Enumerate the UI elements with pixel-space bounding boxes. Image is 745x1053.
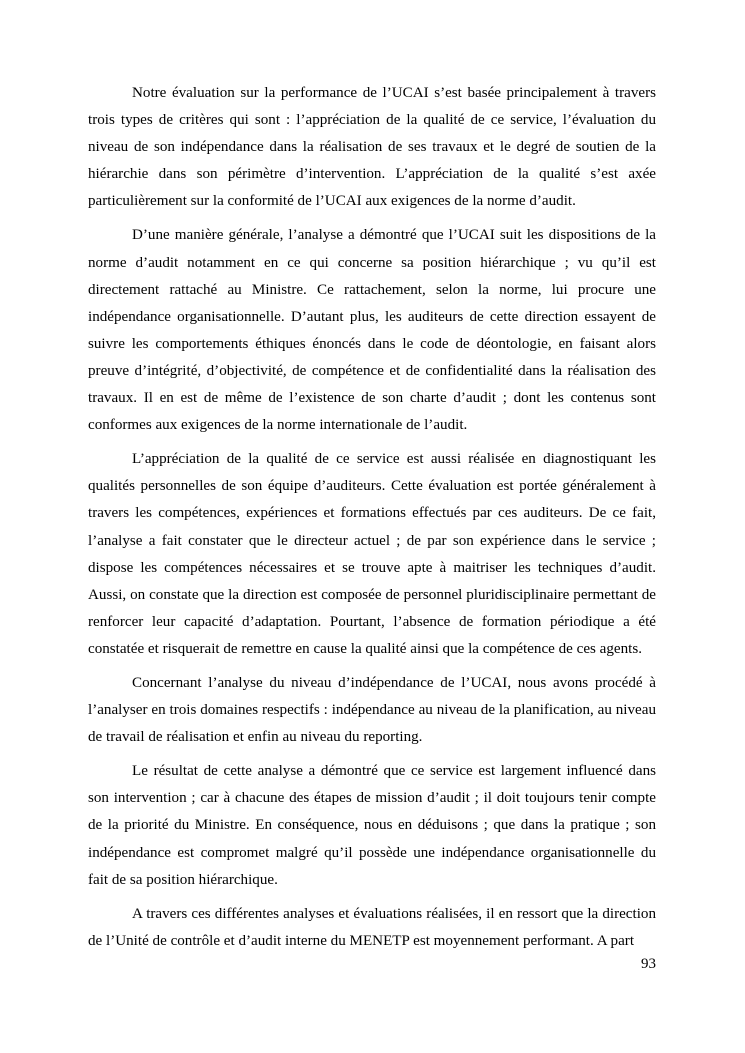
paragraph-2: D’une manière générale, l’analyse a démontré que l’UCAI suit les dispositions de la norme d’audit notamment en ce qui concerne sa position hiérarchique ; vu qu’il est directement rattaché au Ministre. Ce rattachement, selon la norme, lui procure une indépendance organisationnelle. D’autant plus, les auditeurs de cette direction essayent de suivre les comportements éthiques énoncés dans le code de déontologie, en faisant alors preuve d’intégrité, d’objectivité, de compétence et de confidentialité dans la réalisation des travaux. Il en est de même de l’existence de son charte d’audit ; dont les contenus sont conformes aux exigences de la norme internationale de l’audit. [88,227,656,434]
page-number: 93 [641,956,656,972]
paragraph-3: L’appréciation de la qualité de ce service est aussi réalisée en diagnostiquant les qualités personnelles de son équipe d’auditeurs. Cette évaluation est portée généralement à travers les compétences, expériences et formations effectués par ces auditeurs. De ce fait, l’analyse a fait constater que le directeur actuel ; de par son expérience dans le service ; dispose les compétences nécessaires et se trouve apte à maitriser les techniques d’audit. Aussi, on constate que la direction est composée de personnel pluridisciplinaire permettant de renforcer leur capacité d’adaptation. Pourtant, l’absence de formation périodique a été constatée et risquerait de remettre en cause la qualité ainsi que la compétence de ces agents. [88,451,656,657]
paragraph-1: Notre évaluation sur la performance de l’UCAI s’est basée principalement à travers trois types de critères qui sont : l’appréciation de la qualité de ce service, l’évaluation du niveau de son indépendance dans la réalisation de ses travaux et le degré de soutien de la hiérarchie dans son périmètre d’intervention. L’appréciation de la qualité s’est axée particulièrement sur la conformité de l’UCAI aux exigences de la norme d’audit. [88,85,656,210]
paragraph-4: Concernant l’analyse du niveau d’indépendance de l’UCAI, nous avons procédé à l’analyser en trois domaines respectifs : indépendance au niveau de la planification, au niveau de travail de réalisation et enfin au niveau du reporting. [88,674,656,746]
paragraph-6: A travers ces différentes analyses et évaluations réalisées, il en ressort que la direction de l’Unité de contrôle et d’audit interne du MENETP est moyennement performant. A part [88,905,656,949]
document-body [88,80,656,962]
paragraph-5: Le résultat de cette analyse a démontré que ce service est largement influencé dans son intervention ; car à chacune des étapes de mission d’audit ; il doit toujours tenir compte de la priorité du Ministre. En conséquence, nous en déduisons ; que dans la pratique ; son indépendance est compromet malgré qu’il possède une indépendance organisationnelle du fait de sa position hiérarchique. [88,763,656,888]
